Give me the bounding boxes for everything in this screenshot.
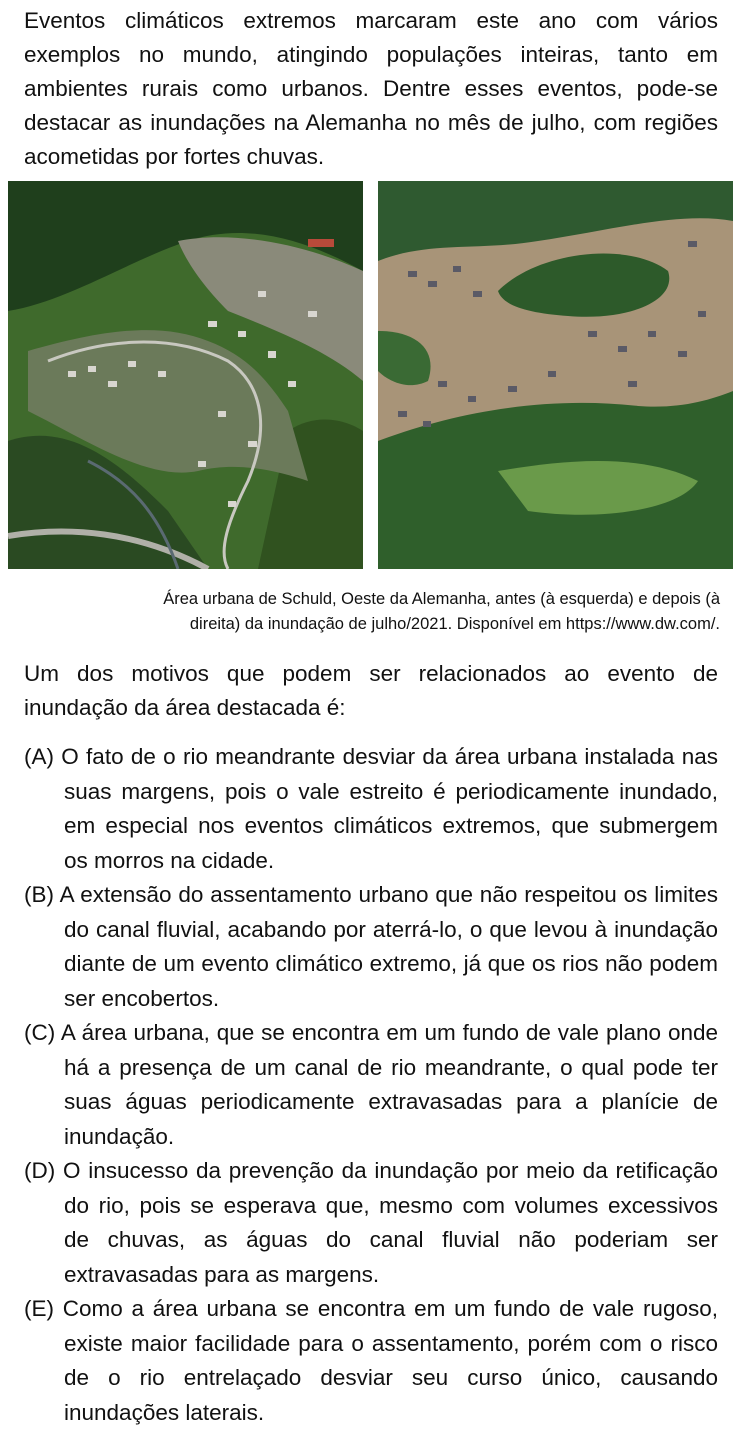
photo-pair bbox=[8, 181, 733, 569]
caption-line-2: direita) da inundação de julho/2021. Disponível em https://www.dw.com/. bbox=[189, 615, 720, 633]
photo-before-flood bbox=[8, 181, 363, 569]
photo-caption bbox=[24, 587, 720, 637]
option-letter: (B) bbox=[24, 882, 54, 907]
caption-line-1: Área urbana de Schuld, Oeste da Alemanha, antes (à esquerda) e depois (à bbox=[163, 590, 720, 608]
answer-options bbox=[24, 740, 718, 1430]
option-letter: (C) bbox=[24, 1020, 56, 1045]
option-letter: (A) bbox=[24, 744, 54, 769]
option-a[interactable] bbox=[24, 740, 718, 878]
option-letter: (E) bbox=[24, 1296, 54, 1321]
option-text: Como a área urbana se encontra em um fundo de vale rugoso, existe maior facilidade para o assentamento, porém com o risco de o rio entrelaçado desviar seu curso único, causando inundações laterais. bbox=[62, 1296, 718, 1425]
option-d[interactable] bbox=[24, 1154, 718, 1292]
option-text: A área urbana, que se encontra em um fundo de vale plano onde há a presença de um canal de rio meandrante, o qual pode ter suas águas periodicamente extravasadas para a planície de inundação. bbox=[60, 1020, 718, 1149]
photo-after-flood bbox=[378, 181, 733, 569]
option-e[interactable] bbox=[24, 1292, 718, 1430]
option-c[interactable] bbox=[24, 1016, 718, 1154]
option-text: O fato de o rio meandrante desviar da área urbana instalada nas suas margens, pois o vale estreito é periodicamente inundado, em especial nos eventos climáticos extremos, que submergem os morros na cidade. bbox=[61, 744, 718, 873]
option-b[interactable] bbox=[24, 878, 718, 1016]
question-stem: Um dos motivos que podem ser relacionados ao evento de inundação da área destacada é: bbox=[24, 661, 718, 720]
option-letter: (D) bbox=[24, 1158, 56, 1183]
option-text: A extensão do assentamento urbano que não respeitou os limites do canal fluvial, acabando por aterrá-lo, o que levou à inundação diante de um evento climático extremo, já que os rios não podem ser encobertos. bbox=[59, 882, 718, 1011]
option-text: O insucesso da prevenção da inundação por meio da retificação do rio, pois se esperava que, mesmo com volumes excessivos de chuvas, as águas do canal fluvial não poderiam ser extravasadas para as margens. bbox=[62, 1158, 718, 1287]
intro-paragraph: Eventos climáticos extremos marcaram este ano com vários exemplos no mundo, atingindo populações inteiras, tanto em ambientes rurais como urbanos. Dentre esses eventos, pode-se destacar as inundações na Alemanha no mês de julho, com regiões acometidas por fortes chuvas. bbox=[24, 8, 718, 169]
